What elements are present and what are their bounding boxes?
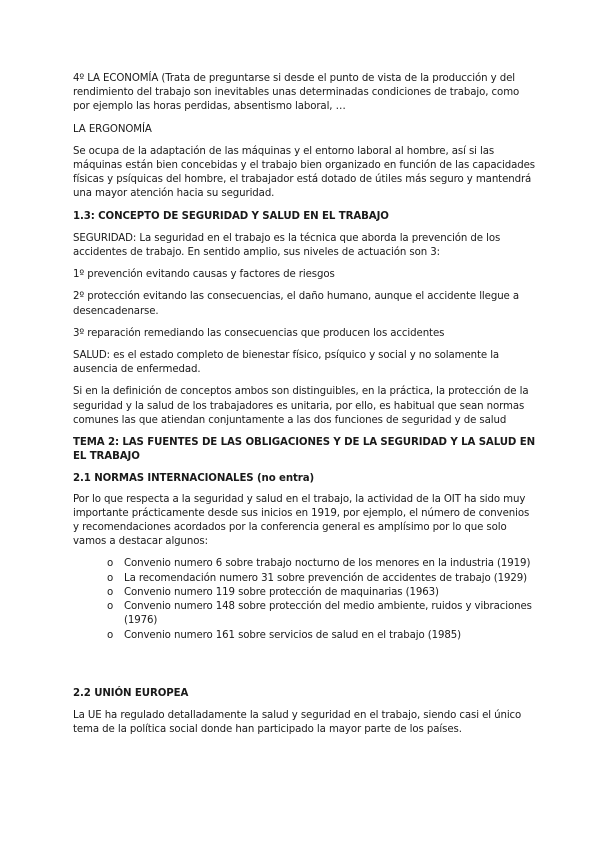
bullet-icon: o: [107, 601, 114, 613]
paragraph-economia: 4º LA ECONOMÍA (Trata de preguntarse si desde el punto de vista de la producción y del rendimiento del trabajo son inevitables unas determinadas condiciones de trabajo, como por ejemplo las horas perdidas, absentismo laboral, …: [73, 73, 520, 113]
convenios-list: [73, 557, 535, 642]
bullet-icon: o: [107, 558, 114, 570]
subheading-ergonomia: LA ERGONOMÍA: [73, 123, 152, 135]
list-item: o Convenio numero 6 sobre trabajo nocturno de los menores en la industria (1919): [107, 557, 535, 571]
bullet-icon: o: [107, 572, 114, 584]
blank-space: [73, 643, 535, 687]
bullet-icon: o: [107, 586, 114, 598]
paragraph-seguridad: SEGURIDAD: La seguridad en el trabajo es la técnica que aborda la prevención de los accidentes de trabajo. En sentido amplio, sus niveles de actuación son 3:: [73, 232, 501, 259]
nivel-prevencion: 1º prevención evitando causas y factores de riesgos: [73, 269, 335, 281]
nivel-reparacion: 3º reparación remediando las consecuencias que producen los accidentes: [73, 327, 445, 339]
paragraph-definicion: Si en la definición de conceptos ambos son distinguibles, en la práctica, la protección de la seguridad y la salud de los trabajadores es unitaria, por ello, es habitual que sean normas comunes las que atiendan conjuntamente a las dos funciones de seguridad y de salud: [73, 386, 529, 426]
nivel-proteccion: 2º protección evitando las consecuencias, el daño humano, aunque el accidente llegue a desencadenarse.: [73, 291, 520, 317]
paragraph-ue: La UE ha regulado detalladamente la salud y seguridad en el trabajo, siendo casi el único tema de la política social donde han participado la mayor parte de los países.: [73, 709, 522, 736]
bullet-icon: o: [107, 629, 114, 641]
heading-2-1: 2.1 NORMAS INTERNACIONALES (no entra): [73, 473, 315, 485]
list-item: o La recomendación numero 31 sobre prevención de accidentes de trabajo (1929): [107, 572, 535, 586]
document-page: [73, 72, 535, 745]
list-item: o Convenio numero 161 sobre servicios de salud en el trabajo (1985): [107, 629, 535, 643]
paragraph-oit: Por lo que respecta a la seguridad y salud en el trabajo, la actividad de la OIT ha sido muy importante prácticamente desde sus inicios en 1919, por ejemplo, el número de convenios y recomendaciones acordados por la conferencia general es amplísimo por lo que solo vamos a destacar algunos:: [73, 493, 530, 548]
list-item: o Convenio numero 148 sobre protección del medio ambiente, ruidos y vibraciones (1976): [107, 601, 532, 627]
paragraph-ergonomia: Se ocupa de la adaptación de las máquinas y el entorno laboral al hombre, así si las máquinas están bien concebidas y el trabajo bien organizado en función de las capacidades físicas y psíquicas del hombre, el trabajador está dotado de útiles más seguro y mantendrá una mayor atención hacia su seguridad.: [73, 145, 535, 200]
heading-2-2: 2.2 UNIÓN EUROPEA: [73, 687, 189, 699]
heading-1-3: 1.3: CONCEPTO DE SEGURIDAD Y SALUD EN EL TRABAJO: [73, 210, 389, 222]
list-item: o Convenio numero 119 sobre protección de maquinarias (1963): [107, 586, 535, 600]
paragraph-salud: SALUD: es el estado completo de bienestar físico, psíquico y social y no solamente la ausencia de enfermedad.: [73, 350, 500, 376]
heading-tema-2: TEMA 2: LAS FUENTES DE LAS OBLIGACIONES Y DE LA SEGURIDAD Y LA SALUD EN EL TRABAJO: [73, 437, 536, 463]
